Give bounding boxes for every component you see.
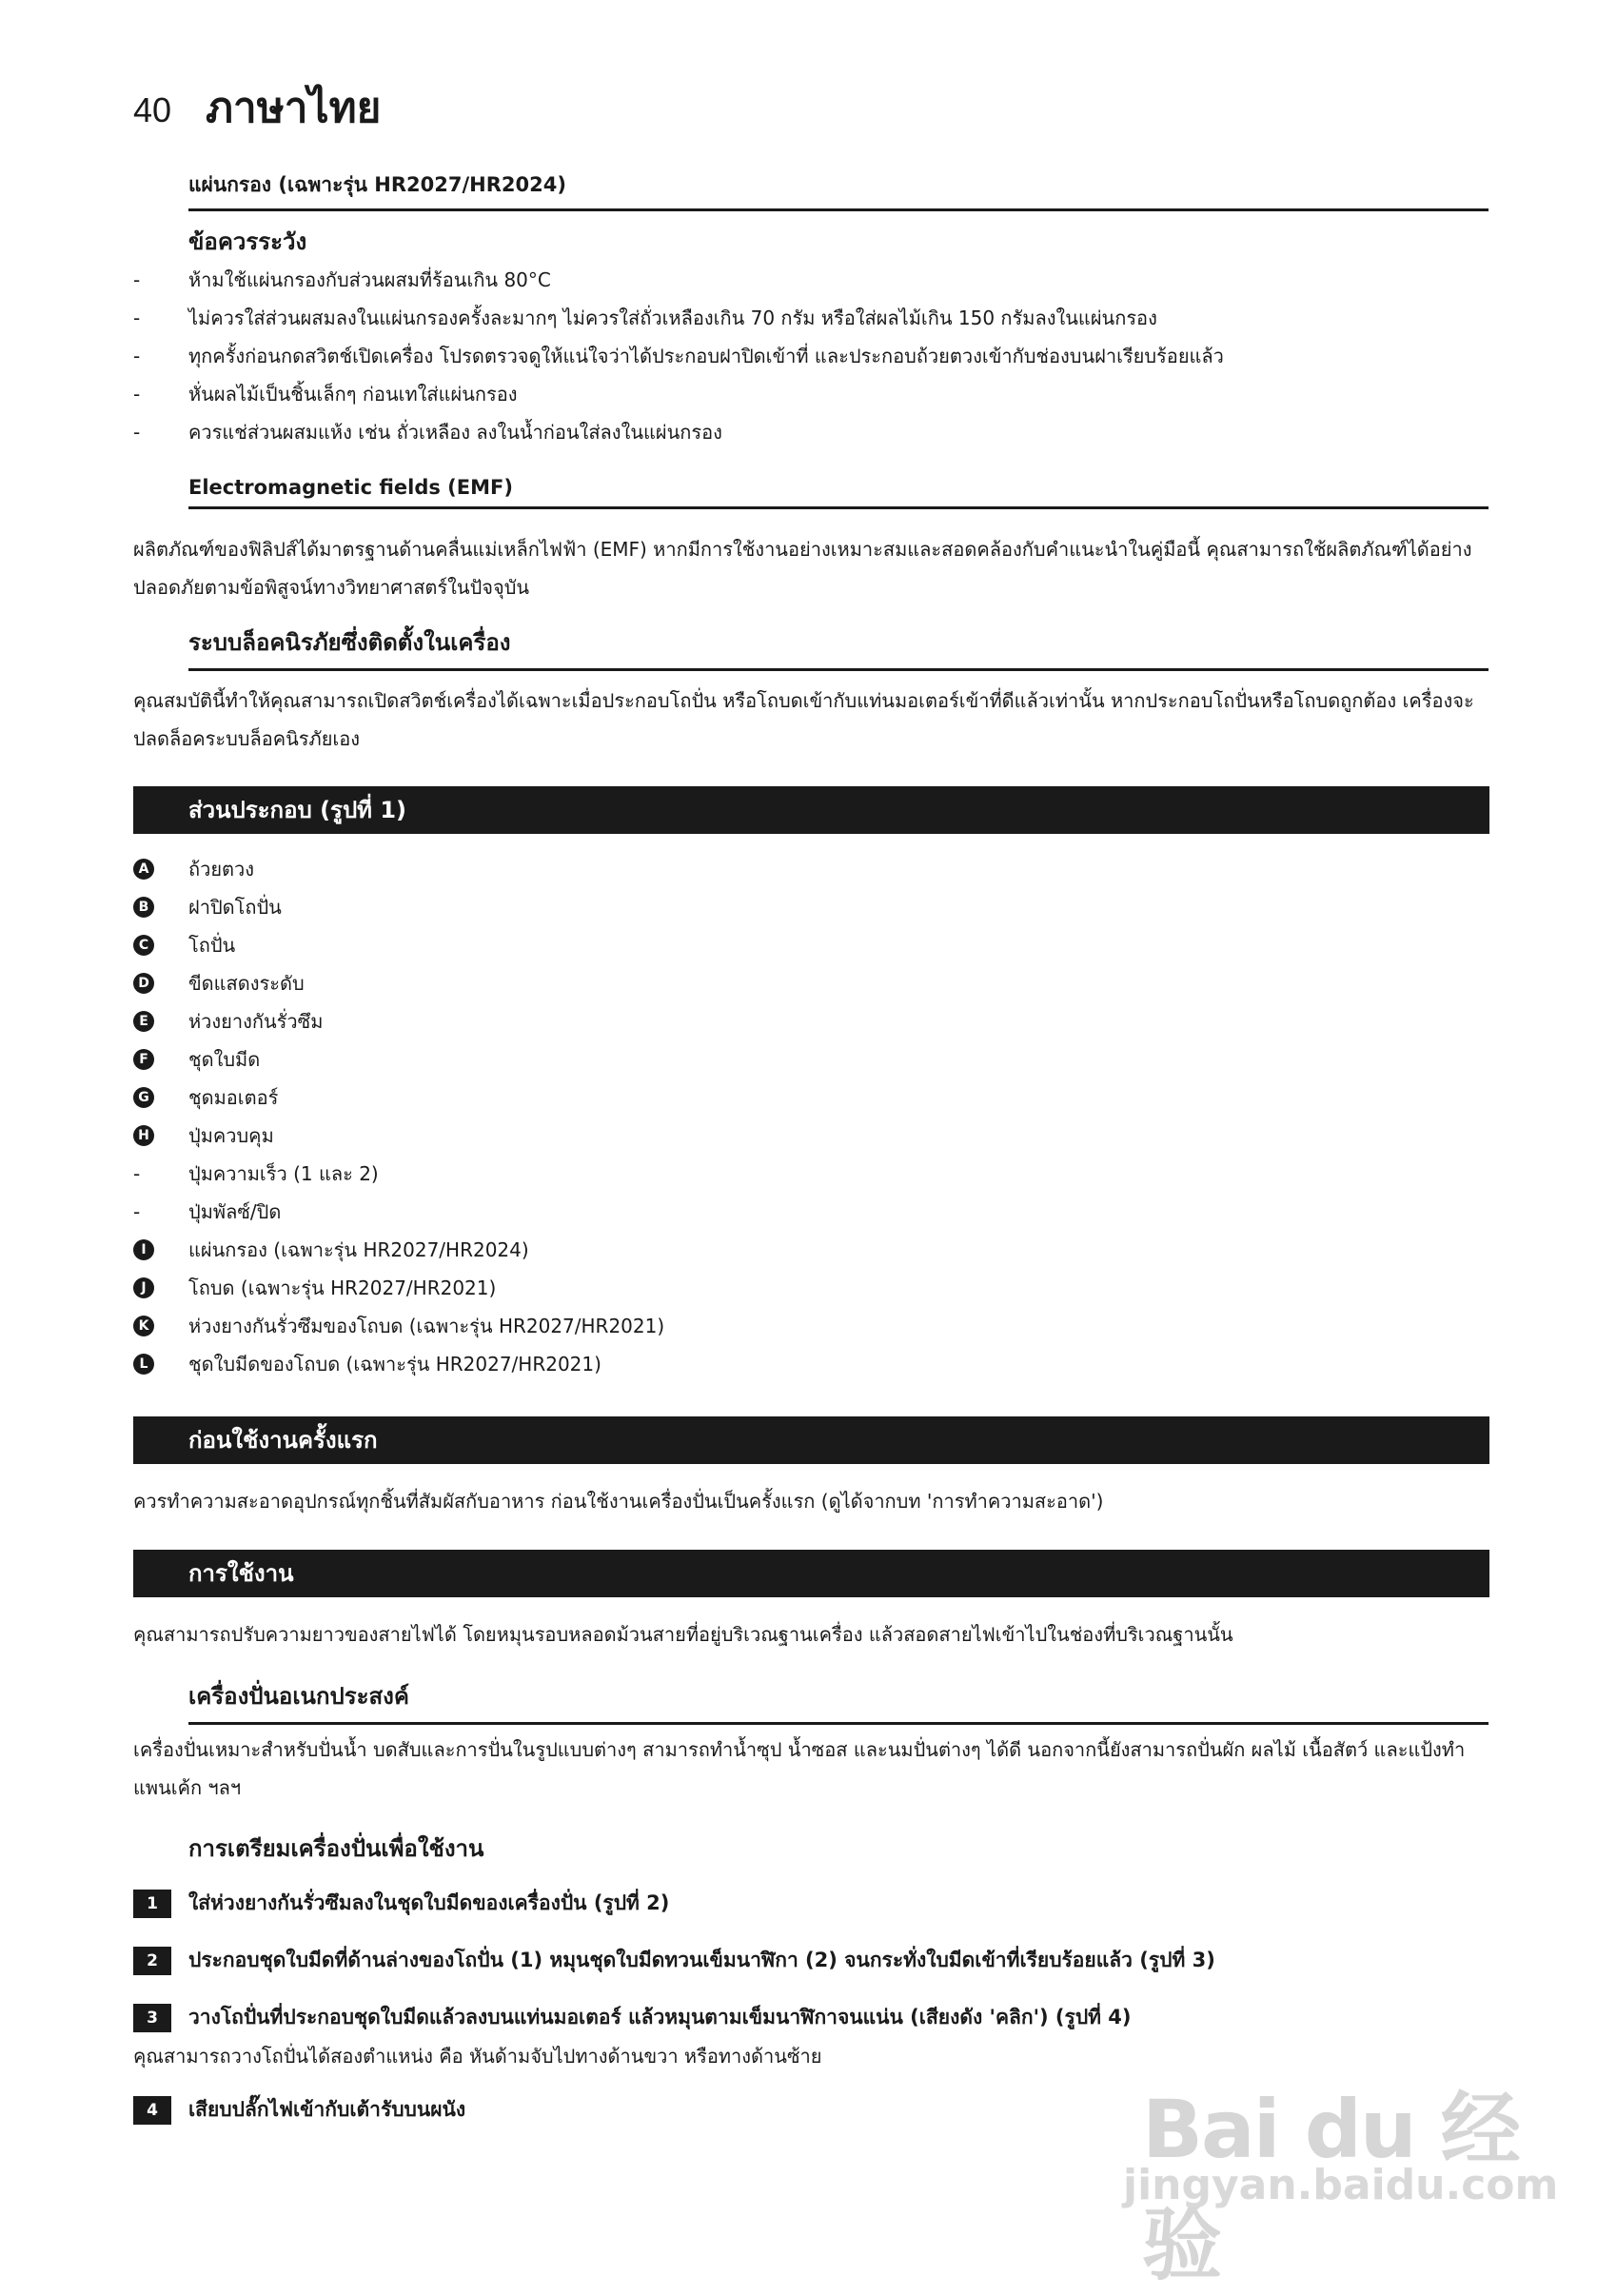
dash-marker: -: [133, 1162, 141, 1185]
parts-list: [133, 850, 664, 1383]
first-use-body: ควรทำความสะอาดอุปกรณ์ทุกชิ้นที่สัมผัสกับอาหาร ก่อนใช้งานเครื่องปั่นเป็นครั้งแรก (ดูได้จากบท 'การทำความสะอาด'): [133, 1490, 1104, 1513]
filter-section-title: แผ่นกรอง (เฉพาะรุ่น HR2027/HR2024): [188, 169, 1489, 211]
list-item: H ปุ่มควบคุม: [133, 1117, 664, 1155]
list-item: B ฝาปิดโถปั่น: [133, 888, 664, 926]
usage-body: คุณสามารถปรับความยาวของสายไฟได้ โดยหมุนรอบหลอดม้วนสายที่อยู่บริเวณฐานเครื่อง แล้วสอดสายไฟเข้าไปในช่องที่บริเวณฐานนั้น: [133, 1623, 1233, 1646]
list-item: - ควรแช่ส่วนผสมแห้ง เช่น ถั่วเหลือง ลงในน้ำก่อนใส่ลงในแผ่นกรอง: [133, 421, 722, 444]
marker-c-icon: C: [133, 935, 154, 956]
list-item: K ห่วงยางกันรั่วซึมของโถบด (เฉพาะรุ่น HR2027/HR2021): [133, 1307, 664, 1345]
marker-g-icon: G: [133, 1087, 154, 1108]
marker-i-icon: I: [133, 1239, 154, 1260]
step-1: [133, 1888, 669, 1919]
list-item: - หั่นผลไม้เป็นชิ้นเล็กๆ ก่อนเทใส่แผ่นกรอง: [133, 383, 518, 406]
step-3-note: คุณสามารถวางโถปั่นได้สองตำแหน่ง คือ หันด้ามจับไปทางด้านขวา หรือทางด้านซ้าย: [133, 2045, 822, 2068]
list-item: J โถบด (เฉพาะรุ่น HR2027/HR2021): [133, 1269, 664, 1307]
page-number: 40: [133, 90, 172, 129]
marker-d-icon: D: [133, 973, 154, 994]
list-item: - ปุ่มพัลซ์/ปิด: [133, 1200, 282, 1223]
safety-lock-title: ระบบล็อคนิรภัยซึ่งติดตั้งในเครื่อง: [188, 623, 1489, 671]
step-4: [133, 2094, 465, 2126]
prepare-title: การเตรียมเครื่องปั่นเพื่อใช้งาน: [188, 1835, 484, 1862]
list-item: L ชุดใบมีดของโถบด (เฉพาะรุ่น HR2027/HR2021): [133, 1345, 664, 1383]
emf-body: ผลิตภัณฑ์ของฟิลิปส์ได้มาตรฐานด้านคลื่นแม่เหล็กไฟฟ้า (EMF) หากมีการใช้งานอย่างเหมาะสมและสอดคล้องกับคำแนะนำในคู่มือนี้ คุณสามารถใช้ผลิตภัณฑ์ได้อย่างปลอดภัยตามข้อพิสูจน์ทางวิทยาศาสตร์ในปัจจุบัน: [133, 538, 1472, 599]
step-2: [133, 1945, 1215, 1976]
caution-list: [133, 261, 1224, 451]
list-item: - ปุ่มความเร็ว (1 และ 2): [133, 1162, 379, 1185]
step-text: ใส่ห่วงยางกันรั่วซึมลงในชุดใบมีดของเครื่องปั่น (รูปที่ 2): [188, 1891, 670, 1914]
list-item: E ห่วงยางกันรั่วซึม: [133, 1002, 664, 1040]
step-text: ประกอบชุดใบมีดที่ด้านล่างของโถปั่น (1) หมุนชุดใบมีดทวนเข็มนาฬิกา (2) จนกระทั่งใบมีดเข้าที่เรียบร้อยแล้ว (รูปที่ 3): [188, 1949, 1215, 1971]
list-item: C โถปั่น: [133, 926, 664, 964]
caution-title: ข้อควรระวัง: [188, 228, 307, 255]
emf-section-title: Electromagnetic fields (EMF): [188, 476, 1489, 509]
multipurpose-body: เครื่องปั่นเหมาะสำหรับปั่นน้ำ บดสับและการปั่นในรูปแบบต่างๆ สามารถทำน้ำซุป น้ำซอส และนมปั่นต่างๆ ได้ดี นอกจากนี้ยังสามารถปั่นผัก ผลไม้ เนื้อสัตว์ และแป้งทำแพนเค้ก ฯลฯ: [133, 1738, 1466, 1799]
watermark: [1123, 2056, 1559, 2291]
usage-title: การใช้งาน: [133, 1550, 1489, 1597]
watermark-url: jingyan.baidu.com: [1123, 2161, 1559, 2209]
first-use-title: ก่อนใช้งานครั้งแรก: [133, 1416, 1489, 1464]
parts-section-title: ส่วนประกอบ (รูปที่ 1): [133, 786, 1489, 834]
step-number: 4: [133, 2096, 171, 2125]
marker-b-icon: B: [133, 897, 154, 918]
marker-a-icon: A: [133, 859, 154, 880]
marker-l-icon: L: [133, 1354, 154, 1375]
step-text: เสียบปลั๊กไฟเข้ากับเต้ารับบนผนัง: [188, 2098, 466, 2121]
page-title: ภาษาไทย: [206, 84, 382, 132]
step-text: วางโถปั่นที่ประกอบชุดใบมีดแล้วลงบนแท่นมอเตอร์ แล้วหมุนตามเข็มนาฬิกาจนแน่น (เสียงดัง 'คลิก') (รูปที่ 4): [188, 2006, 1132, 2029]
marker-e-icon: E: [133, 1011, 154, 1032]
step-number: 2: [133, 1947, 171, 1975]
list-item: - ทุกครั้งก่อนกดสวิตช์เปิดเครื่อง โปรดตรวจดูให้แน่ใจว่าได้ประกอบฝาปิดเข้าที่ และประกอบถ้วยตวงเข้ากับช่องบนฝาเรียบร้อยแล้ว: [133, 345, 1224, 367]
list-item: G ชุดมอเตอร์: [133, 1079, 664, 1117]
page-header: [133, 74, 381, 141]
marker-h-icon: H: [133, 1125, 154, 1146]
marker-k-icon: K: [133, 1316, 154, 1336]
list-item: - ไม่ควรใส่ส่วนผสมลงในแผ่นกรองครั้งละมากๆ ไม่ควรใส่ถั่วเหลืองเกิน 70 กรัม หรือใส่ผลไม้เกิน 150 กรัมลงในแผ่นกรอง: [133, 307, 1157, 329]
list-item: A ถ้วยตวง: [133, 850, 664, 888]
step-number: 1: [133, 1890, 171, 1918]
marker-f-icon: F: [133, 1049, 154, 1070]
list-item: D ขีดแสดงระดับ: [133, 964, 664, 1002]
watermark-logo: Bai du 经验: [1142, 2083, 1519, 2291]
list-item: F ชุดใบมีด: [133, 1040, 664, 1079]
list-item: - ห้ามใช้แผ่นกรองกับส่วนผสมที่ร้อนเกิน 80°C: [133, 268, 551, 291]
safety-lock-body: คุณสมบัตินี้ทำให้คุณสามารถเปิดสวิตช์เครื่องได้เฉพาะเมื่อประกอบโถปั่น หรือโถบดเข้ากับแท่นมอเตอร์เข้าที่ดีแล้วเท่านั้น หากประกอบโถปั่นหรือโถบดถูกต้อง เครื่องจะปลดล็อคระบบล็อคนิรภัยเอง: [133, 689, 1474, 750]
marker-j-icon: J: [133, 1277, 154, 1298]
dash-marker: -: [133, 1200, 141, 1223]
step-3: [133, 2002, 1132, 2033]
list-item: I แผ่นกรอง (เฉพาะรุ่น HR2027/HR2024): [133, 1231, 664, 1269]
multipurpose-title: เครื่องปั่นอเนกประสงค์: [188, 1677, 1489, 1725]
step-number: 3: [133, 2004, 171, 2032]
